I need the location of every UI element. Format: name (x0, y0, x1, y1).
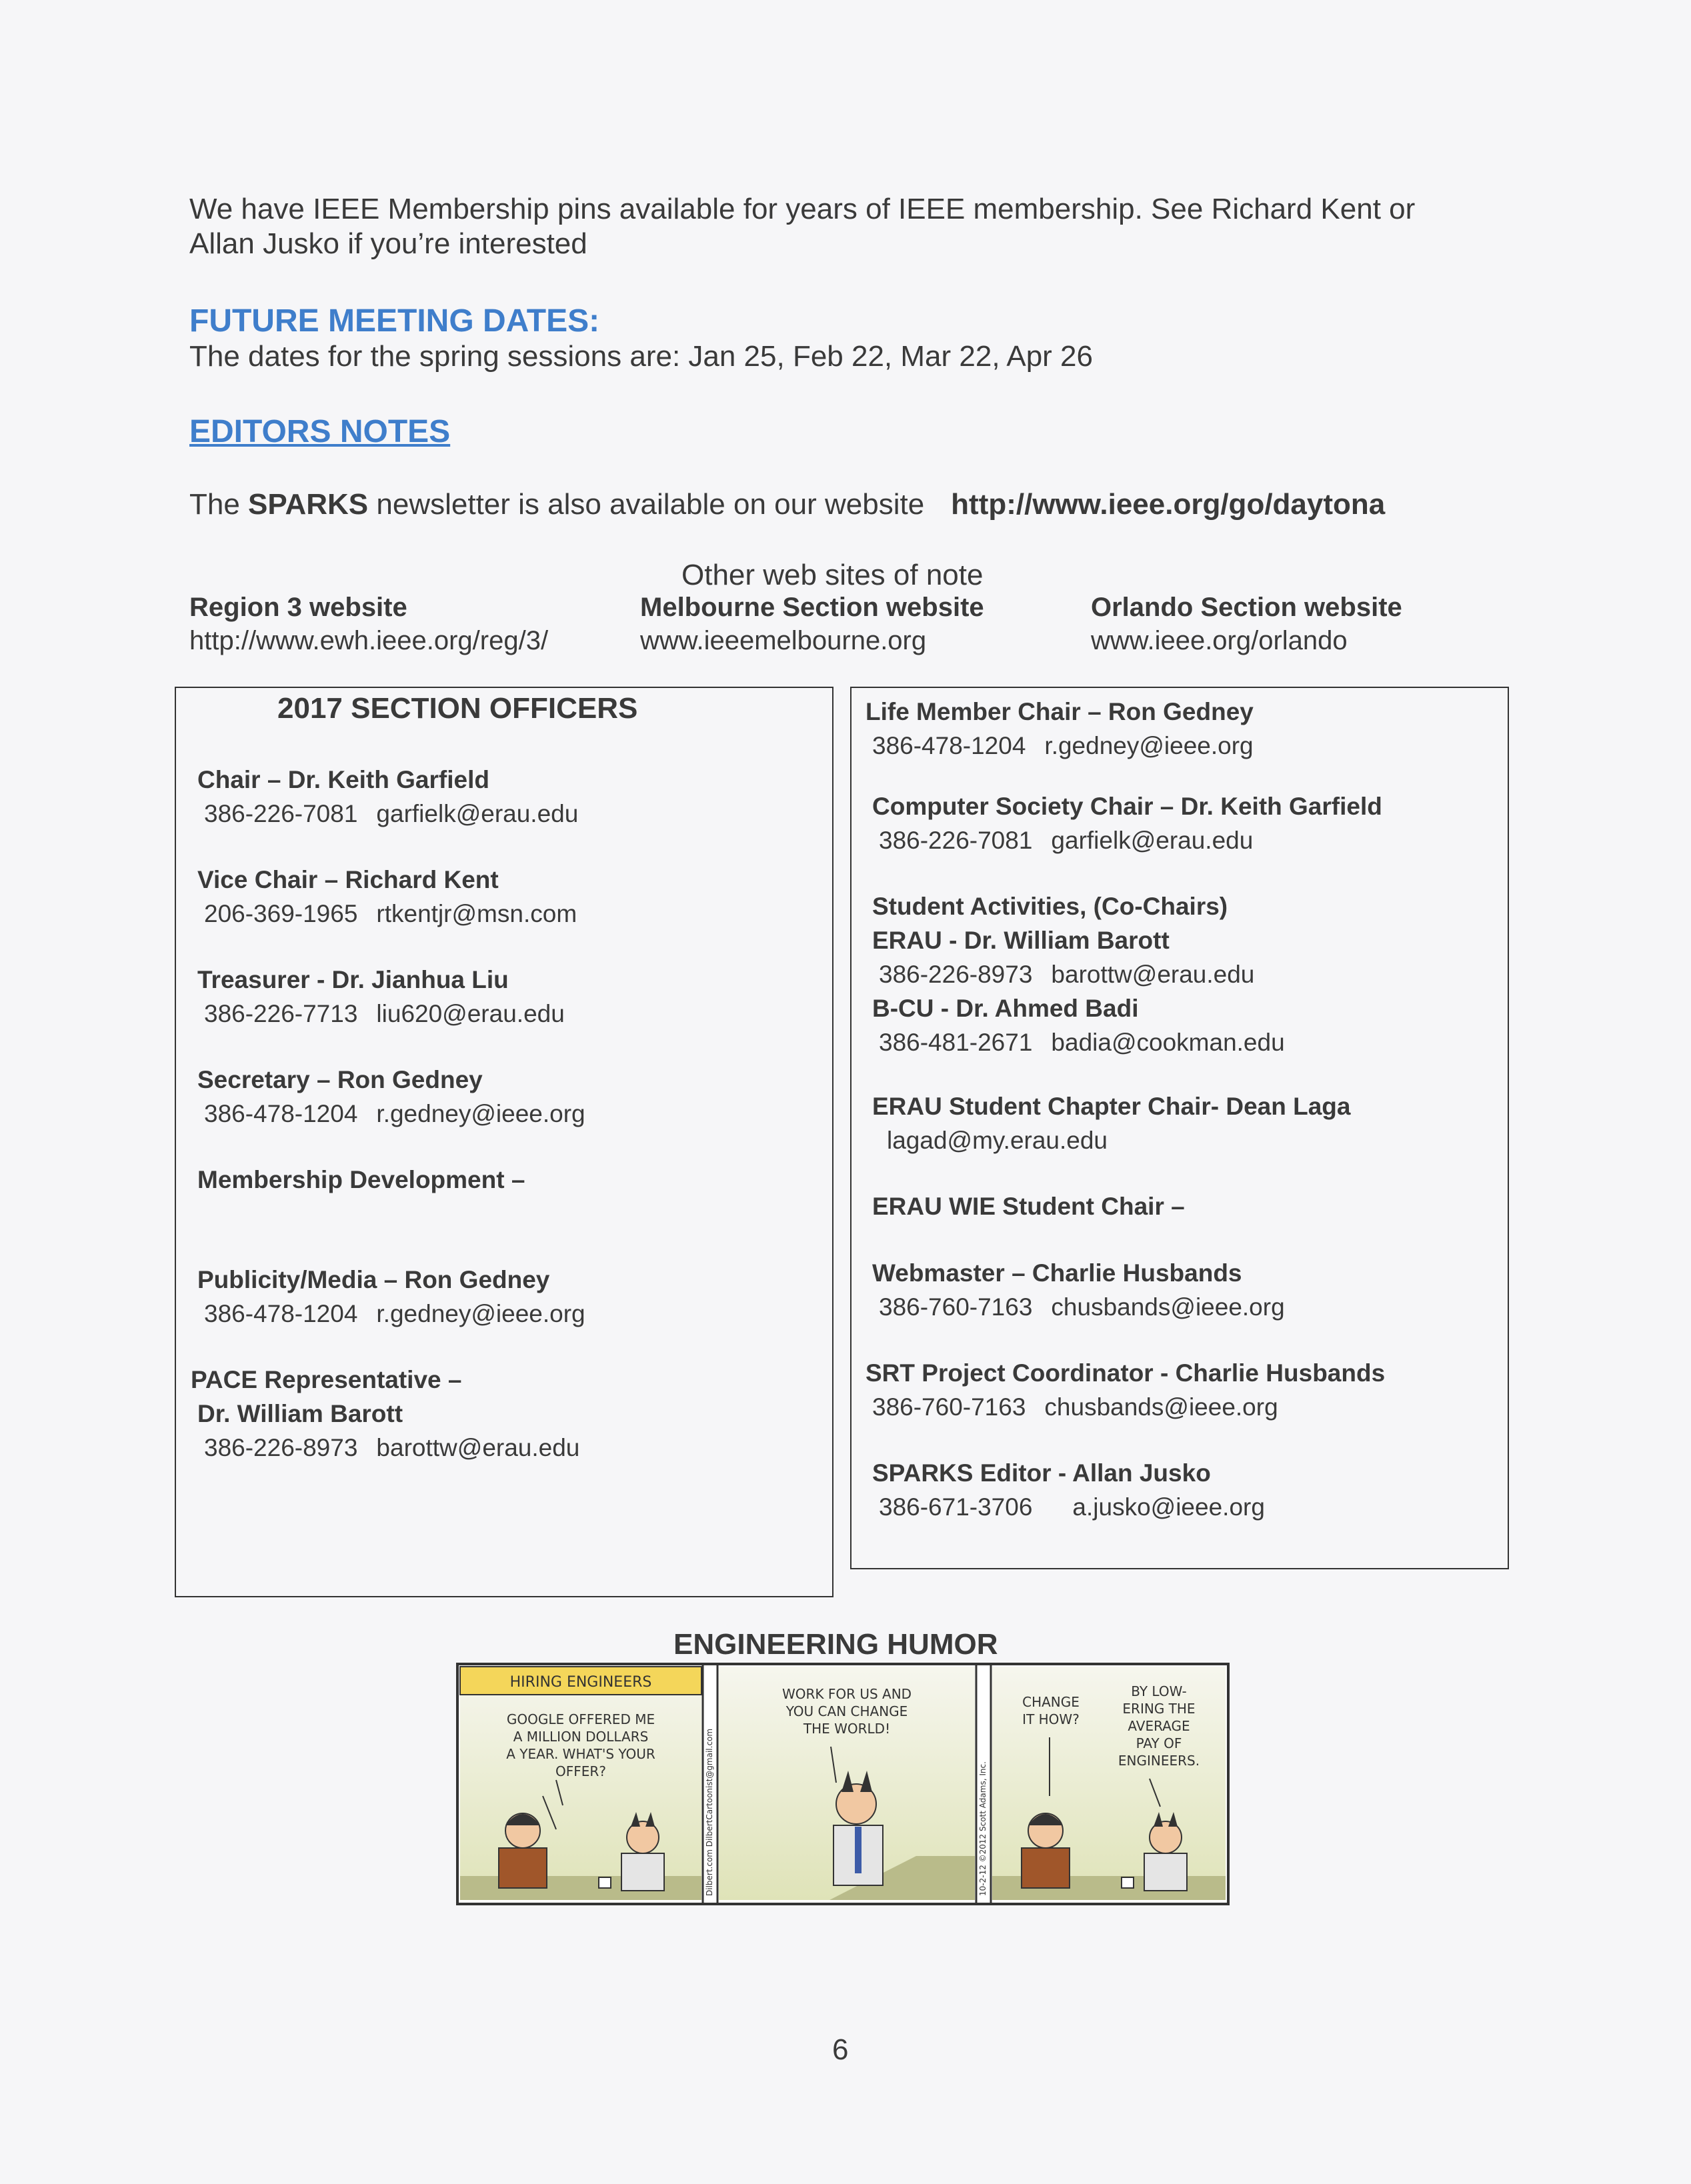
officer-email[interactable]: barottw@erau.edu (376, 1434, 580, 1461)
officer-phone: 386-226-8973 (879, 961, 1033, 988)
officer-name: Chair – Dr. Keith Garfield (197, 766, 489, 793)
chair-student-activities (872, 889, 1285, 1059)
officer-phone: 386-226-7081 (879, 827, 1033, 854)
officer-email[interactable]: badia@cookman.edu (1051, 1029, 1285, 1056)
officer-name: Membership Development – (197, 1166, 525, 1193)
site-melbourne-name: Melbourne Section website (640, 593, 984, 622)
site-region3-name: Region 3 website (189, 593, 407, 622)
officer-name: SPARKS Editor - Allan Jusko (872, 1459, 1211, 1487)
page-number: 6 (832, 2033, 849, 2066)
comic-panel-2 (719, 1667, 975, 1900)
engineering-humor-title: ENGINEERING HUMOR (673, 1628, 998, 1661)
officer-name: ERAU Student Chapter Chair- Dean Laga (872, 1093, 1351, 1120)
officer-vice-chair (197, 863, 577, 931)
officer-phone: 386-478-1204 (872, 732, 1026, 759)
comic-bubble-2-line: THE WORLD! (803, 1721, 891, 1737)
officer-name: Life Member Chair – Ron Gedney (866, 698, 1254, 725)
editors-notes-heading: EDITORS NOTES (189, 414, 451, 449)
officer-email[interactable]: garfielk@erau.edu (1051, 827, 1254, 854)
officer-name: ERAU WIE Student Chair – (872, 1193, 1185, 1220)
future-meeting-dates: The dates for the spring sessions are: Jan 25, Feb 22, Mar 22, Apr 26 (189, 340, 1093, 373)
site-orlando-url[interactable]: www.ieee.org/orlando (1091, 626, 1348, 655)
chair-erau-student-chapter (872, 1089, 1350, 1157)
sparks-bold: SPARKS (248, 488, 369, 521)
comic-bubble-4-line: BY LOW- (1131, 1683, 1187, 1699)
comic-bubble-1-line: GOOGLE OFFERED ME (506, 1711, 655, 1727)
officer-email[interactable]: a.jusko@ieee.org (1072, 1493, 1265, 1521)
officer-phone: 386-478-1204 (204, 1100, 358, 1127)
dilbert-comic-strip (456, 1663, 1230, 1905)
officer-phone: 386-481-2671 (879, 1029, 1033, 1056)
officer-phone: 386-226-8973 (204, 1434, 358, 1461)
officer-secretary (197, 1063, 585, 1131)
officer-phone: 386-226-7081 (204, 800, 358, 827)
officer-email[interactable]: chusbands@ieee.org (1044, 1393, 1278, 1421)
officer-phone: 386-478-1204 (204, 1300, 358, 1327)
officer-name: Treasurer - Dr. Jianhua Liu (197, 966, 509, 993)
site-region3-url[interactable]: http://www.ewh.ieee.org/reg/3/ (189, 626, 549, 655)
officer-email[interactable]: garfielk@erau.edu (376, 800, 579, 827)
officer-email[interactable]: liu620@erau.edu (376, 1000, 565, 1027)
comic-bubble-4-line: PAY OF (1136, 1735, 1182, 1751)
intro-line-1: We have IEEE Membership pins available for years of IEEE membership. See Richard Kent or (189, 193, 1416, 225)
officer-name-erau: ERAU - Dr. William Barott (872, 927, 1170, 954)
comic-panel-3 (992, 1667, 1226, 1900)
sparks-pre: The (189, 488, 249, 521)
comic-bubble-2-line: YOU CAN CHANGE (785, 1703, 908, 1719)
officer-email[interactable]: rtkentjr@msn.com (376, 900, 577, 927)
comic-bubble-4-line: ENGINEERS. (1118, 1753, 1200, 1769)
comic-bubble-1-line: A YEAR. WHAT'S YOUR (506, 1746, 655, 1762)
intro-line-2: Allan Jusko if you’re interested (189, 227, 587, 260)
chair-life-member (866, 695, 1254, 763)
daytona-website-link[interactable]: http://www.ieee.org/go/daytona (951, 488, 1386, 521)
officer-email[interactable]: chusbands@ieee.org (1051, 1293, 1285, 1321)
membership-pins-note (189, 192, 1523, 261)
officer-treasurer (197, 963, 565, 1031)
chair-sparks-editor (872, 1456, 1265, 1524)
officer-name: Student Activities, (Co-Chairs) (872, 893, 1228, 920)
officer-name: PACE Representative – (191, 1366, 462, 1393)
officer-email[interactable]: r.gedney@ieee.org (376, 1300, 585, 1327)
officer-name: Publicity/Media – Ron Gedney (197, 1266, 550, 1293)
comic-credit-2: 10-2-12 ©2012 Scott Adams, Inc. (978, 1761, 988, 1896)
site-melbourne (640, 591, 984, 657)
comic-bubble-4-line: ERING THE (1122, 1701, 1196, 1717)
comic-bubble-4-line: AVERAGE (1128, 1718, 1190, 1734)
other-sites-title: Other web sites of note (681, 559, 984, 591)
officer-name: Webmaster – Charlie Husbands (872, 1259, 1242, 1287)
section-officers-title: 2017 SECTION OFFICERS (277, 692, 638, 725)
chair-computer-society (872, 789, 1382, 857)
comic-bubble-3-line: IT HOW? (1022, 1711, 1080, 1727)
officer-name-bcu: B-CU - Dr. Ahmed Badi (872, 995, 1139, 1022)
officer-chair (197, 763, 578, 831)
comic-credit-1: Dilbert.com DilbertCartoonist@gmail.com (705, 1728, 714, 1896)
officer-email[interactable]: r.gedney@ieee.org (1044, 732, 1254, 759)
chair-srt-project (866, 1356, 1385, 1424)
comic-bubble-3-line: CHANGE (1022, 1694, 1080, 1710)
officer-name: SRT Project Coordinator - Charlie Husbands (866, 1359, 1386, 1387)
officer-membership-development (197, 1163, 525, 1197)
officer-publicity (197, 1263, 585, 1331)
officer-name: Secretary – Ron Gedney (197, 1066, 483, 1093)
officer-email[interactable]: barottw@erau.edu (1051, 961, 1255, 988)
officer-phone: 386-760-7163 (879, 1293, 1033, 1321)
site-orlando-name: Orlando Section website (1091, 593, 1402, 622)
officer-phone: 386-226-7713 (204, 1000, 358, 1027)
chair-erau-wie (872, 1189, 1185, 1223)
comic-bubble-1-line: OFFER? (555, 1763, 606, 1779)
future-meeting-heading: FUTURE MEETING DATES: (189, 303, 600, 339)
comic-bubble-1-line: A MILLION DOLLARS (513, 1729, 649, 1745)
officer-name: Vice Chair – Richard Kent (197, 866, 499, 893)
officer-phone: 386-760-7163 (872, 1393, 1026, 1421)
comic-bubble-2-line: WORK FOR US AND (781, 1686, 912, 1702)
officer-pace (191, 1363, 579, 1465)
comic-strip-title: HIRING ENGINEERS (509, 1674, 652, 1691)
officer-phone: 206-369-1965 (204, 900, 358, 927)
site-melbourne-url[interactable]: www.ieeemelbourne.org (640, 626, 927, 655)
officer-email[interactable]: r.gedney@ieee.org (376, 1100, 585, 1127)
sparks-website-note (189, 488, 1385, 521)
site-region3 (189, 591, 548, 657)
officer-phone: 386-671-3706 (879, 1493, 1033, 1521)
chair-webmaster (872, 1256, 1285, 1324)
officer-name-2: Dr. William Barott (197, 1400, 403, 1427)
sparks-post: newsletter is also available on our website (368, 488, 925, 521)
comic-panel-1 (460, 1667, 701, 1900)
officer-email[interactable]: lagad@my.erau.edu (887, 1127, 1108, 1154)
site-orlando (1091, 591, 1402, 657)
officer-name: Computer Society Chair – Dr. Keith Garfield (872, 793, 1382, 820)
